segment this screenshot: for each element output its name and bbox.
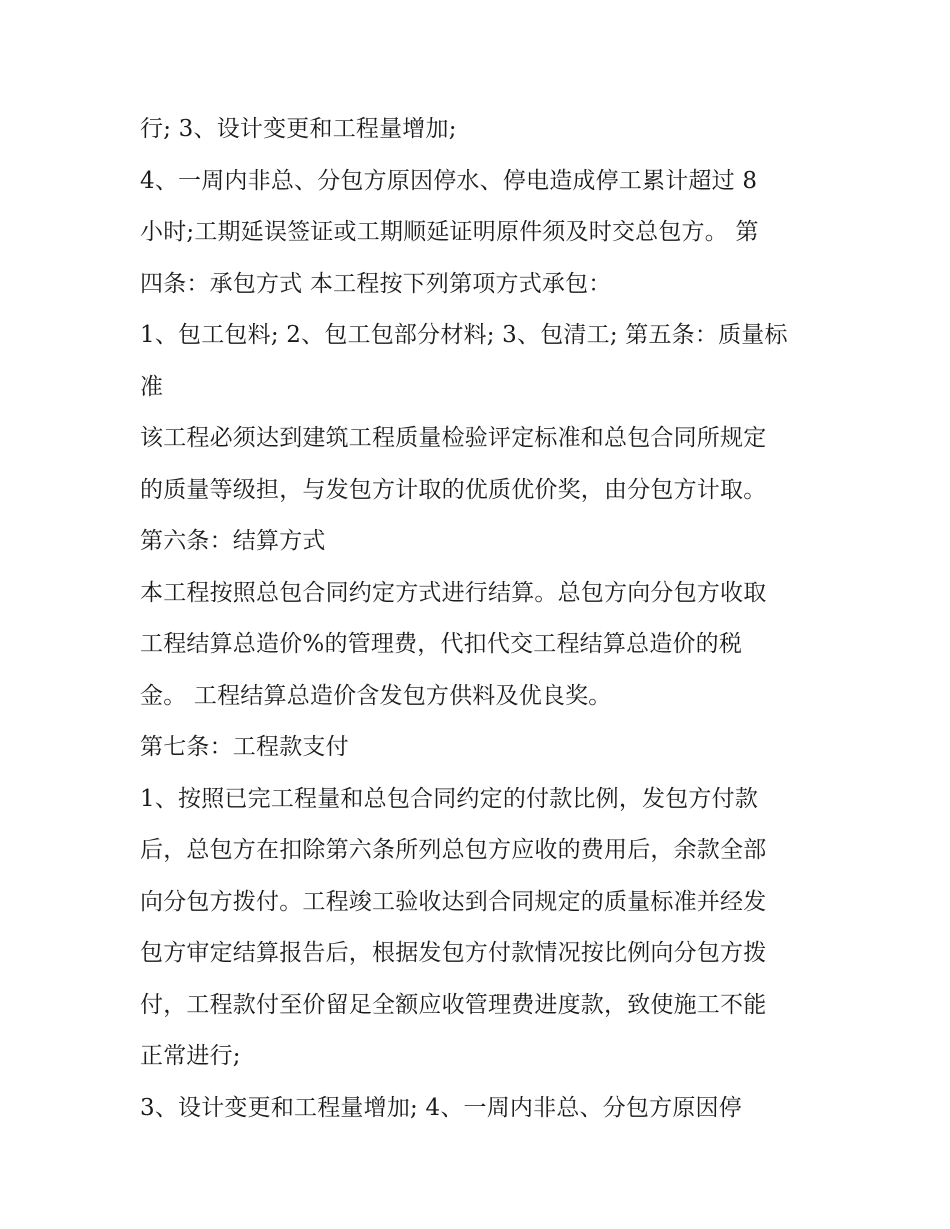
text-line: 向分包方拨付。工程竣工验收达到合同规定的质量标准并经发 (140, 888, 767, 915)
text-line: 包方审定结算报告后，根据发包方付款情况按比例向分包方拨 (140, 940, 767, 966)
text-line: 1、按照已完工程量和总包合同约定的付款比例，发包方付款 (140, 785, 759, 812)
text-line: 付，工程款付至价留足全额应收管理费进度款，致使施工不能 (140, 991, 767, 1018)
text-line: 3、设计变更和工程量增加; 4、一周内非总、分包方原因停 (140, 1094, 742, 1121)
text-line: 小时;工期延误签证或工期顺延证明原件须及时交总包方。 第 (140, 219, 759, 245)
text-line: 正常进行; (140, 1043, 241, 1069)
section-heading: 第七条：工程款支付 (140, 734, 349, 760)
text-line: 4、一周内非总、分包方原因停水、停电造成停工累计超过 8 (140, 167, 758, 194)
text-line: 金。 工程结算总造价含发包方供料及优良奖。 (140, 682, 612, 709)
text-line: 行; 3、设计变更和工程量增加; (140, 116, 457, 142)
text-line: 后，总包方在扣除第六条所列总包方应收的费用后，余款全部 (140, 837, 767, 863)
text-line: 工程结算总造价%的管理费，代扣代交工程结算总造价的税 (140, 631, 743, 657)
text-line: 本工程按照总包合同约定方式进行结算。总包方向分包方收取 (140, 579, 767, 606)
text-line: 准 (140, 373, 164, 400)
text-line: 的质量等级担，与发包方计取的优质优价奖，由分包方计取。 (140, 476, 767, 503)
document-body (140, 104, 820, 1134)
text-line: 该工程必须达到建筑工程质量检验评定标准和总包合同所规定 (140, 425, 767, 451)
text-line: 四条：承包方式 本工程按下列第项方式承包： (140, 270, 612, 297)
section-heading: 第六条：结算方式 (140, 528, 326, 554)
text-line: 1、包工包料; 2、包工包部分材料; 3、包清工; 第五条：质量标 (140, 322, 788, 348)
